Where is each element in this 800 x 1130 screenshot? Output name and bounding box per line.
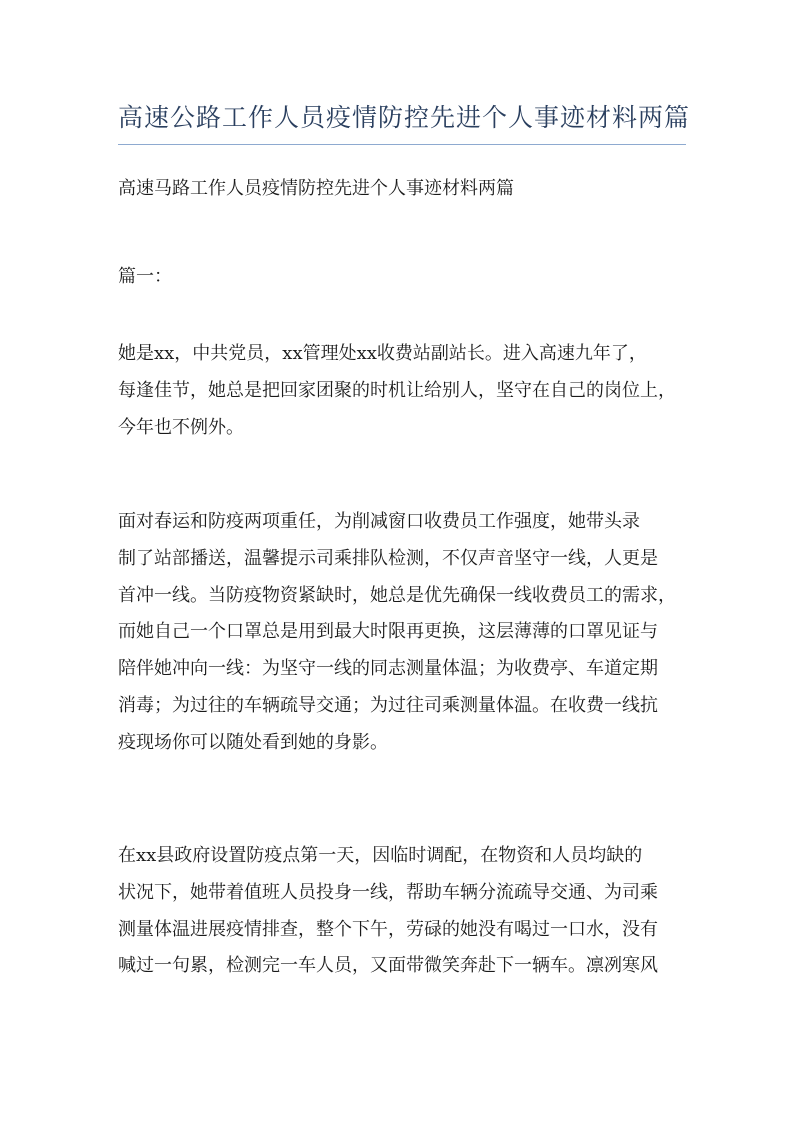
paragraph-line: 消毒；为过往的车辆疏导交通；为过往司乘测量体温。在收费一线抗 xyxy=(118,694,658,716)
section-label: 篇一： xyxy=(118,266,172,287)
paragraph-line: 喊过一句累，检测完一车人员，又面带微笑奔赴下一辆车。凛冽寒风 xyxy=(118,955,658,977)
paragraph-line: 今年也不例外。 xyxy=(118,416,244,438)
paragraph-1 xyxy=(118,336,688,446)
paragraph-2 xyxy=(118,504,688,762)
paragraph-line: 每逢佳节，她总是把回家团聚的时机让给别人，坚守在自己的岗位上， xyxy=(118,379,676,401)
paragraph-3 xyxy=(118,838,688,985)
paragraph-line: 测量体温进展疫情排查，整个下午，劳碌的她没有喝过一口水，没有 xyxy=(118,918,658,940)
title-underline xyxy=(118,144,686,145)
paragraph-line: 面对春运和防疫两项重任，为削减窗口收费员工作强度，她带头录 xyxy=(118,511,640,532)
paragraph-line: 疫现场你可以随处看到她的身影。 xyxy=(118,731,388,753)
paragraph-line: 首冲一线。当防疫物资紧缺时，她总是优先确保一线收费员工的需求， xyxy=(118,584,676,606)
document-title: 高速公路工作人员疫情防控先进个人事迹材料两篇 xyxy=(118,103,691,132)
paragraph-line: 陪伴她冲向一线：为坚守一线的同志测量体温；为收费亭、车道定期 xyxy=(118,658,658,680)
paragraph-line: 而她自己一个口罩总是用到最大时限再更换，这层薄薄的口罩见证与 xyxy=(118,621,658,643)
document-subtitle: 高速马路工作人员疫情防控先进个人事迹材料两篇 xyxy=(118,178,514,199)
paragraph-line: 制了站部播送，温馨提示司乘排队检测，不仅声音坚守一线，人更是 xyxy=(118,547,658,569)
paragraph-line: 在xx县政府设置防疫点第一天，因临时调配，在物资和人员均缺的 xyxy=(118,845,643,866)
paragraph-line: 状况下，她带着值班人员投身一线，帮助车辆分流疏导交通、为司乘 xyxy=(118,881,658,903)
paragraph-line: 她是xx，中共党员，xx管理处xx收费站副站长。进入高速九年了， xyxy=(118,343,647,364)
